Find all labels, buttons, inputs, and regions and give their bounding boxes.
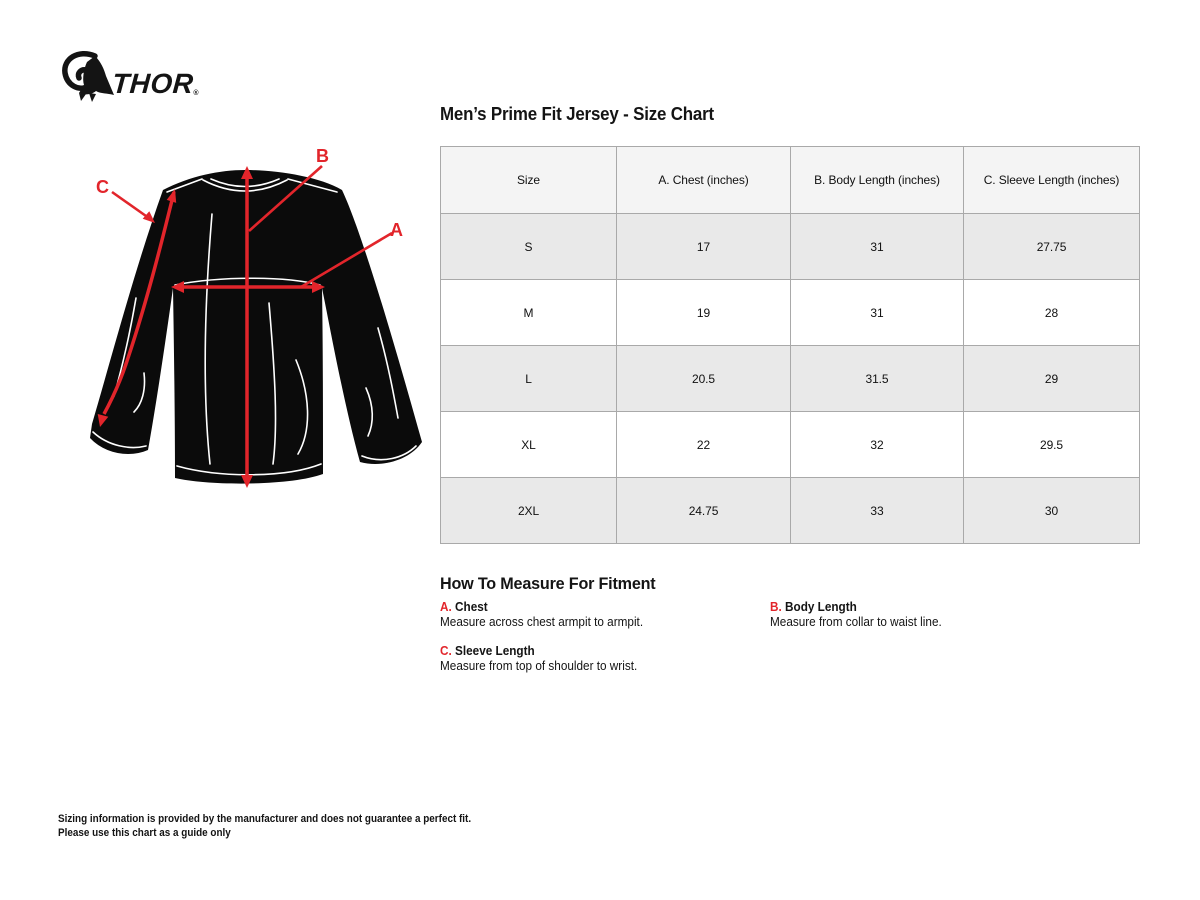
col-header-body: B. Body Length (inches) [791,147,964,214]
measure-desc-chest: Measure across chest armpit to armpit. [440,615,644,629]
size-chart-table [440,146,1140,544]
cell-sleeve: 27.75 [964,214,1140,280]
diagram-label-c: C [96,177,109,197]
measure-heading: How To Measure For Fitment [440,574,656,593]
table-row [441,412,1140,478]
measure-item-body-length [770,600,1005,629]
cell-size: XL [441,412,617,478]
cell-chest: 19 [617,280,791,346]
thor-ram-icon [58,48,116,104]
table-row [441,280,1140,346]
table-header-row [441,147,1140,214]
cell-body: 31.5 [791,346,964,412]
cell-chest: 17 [617,214,791,280]
brand-name: THOR [111,68,195,99]
cell-body: 33 [791,478,964,544]
disclaimer-line-1: Sizing information is provided by the manufacturer and does not guarantee a perfect fit. [58,813,472,825]
table-row [441,214,1140,280]
col-header-sleeve: C. Sleeve Length (inches) [964,147,1140,214]
cell-sleeve: 29 [964,346,1140,412]
disclaimer [58,812,471,840]
cell-body: 31 [791,280,964,346]
measure-item-sleeve-length [440,644,750,673]
cell-size: M [441,280,617,346]
measure-key-b: B. [770,600,782,614]
measure-name-sleeve-length: Sleeve Length [455,644,535,658]
cell-chest: 22 [617,412,791,478]
measure-desc-body-length: Measure from collar to waist line. [770,615,942,629]
table-row [441,346,1140,412]
jersey-silhouette [90,170,422,484]
cell-chest: 20.5 [617,346,791,412]
cell-sleeve: 30 [964,478,1140,544]
col-header-size: Size [441,147,617,214]
cell-body: 32 [791,412,964,478]
jersey-illustration [60,148,440,500]
cell-chest: 24.75 [617,478,791,544]
cell-sleeve: 28 [964,280,1140,346]
measure-key-a: A. [440,600,452,614]
disclaimer-line-2: Please use this chart as a guide only [58,827,231,839]
measure-name-body-length: Body Length [785,600,857,614]
cell-size: 2XL [441,478,617,544]
diagram-label-a: A [390,220,403,240]
cell-size: S [441,214,617,280]
measure-name-chest: Chest [455,600,488,614]
cell-size: L [441,346,617,412]
table-row [441,478,1140,544]
cell-sleeve: 29.5 [964,412,1140,478]
brand-logo [58,48,199,104]
cell-body: 31 [791,214,964,280]
jersey-measurement-diagram [60,148,440,500]
measure-instructions [440,600,1020,673]
measure-desc-sleeve-length: Measure from top of shoulder to wrist. [440,659,638,673]
diagram-label-b: B [316,148,329,166]
col-header-chest: A. Chest (inches) [617,147,791,214]
registered-mark: ® [193,90,199,97]
measure-item-chest [440,600,750,629]
page-title: Men’s Prime Fit Jersey - Size Chart [440,104,714,124]
measure-key-c: C. [440,644,452,658]
